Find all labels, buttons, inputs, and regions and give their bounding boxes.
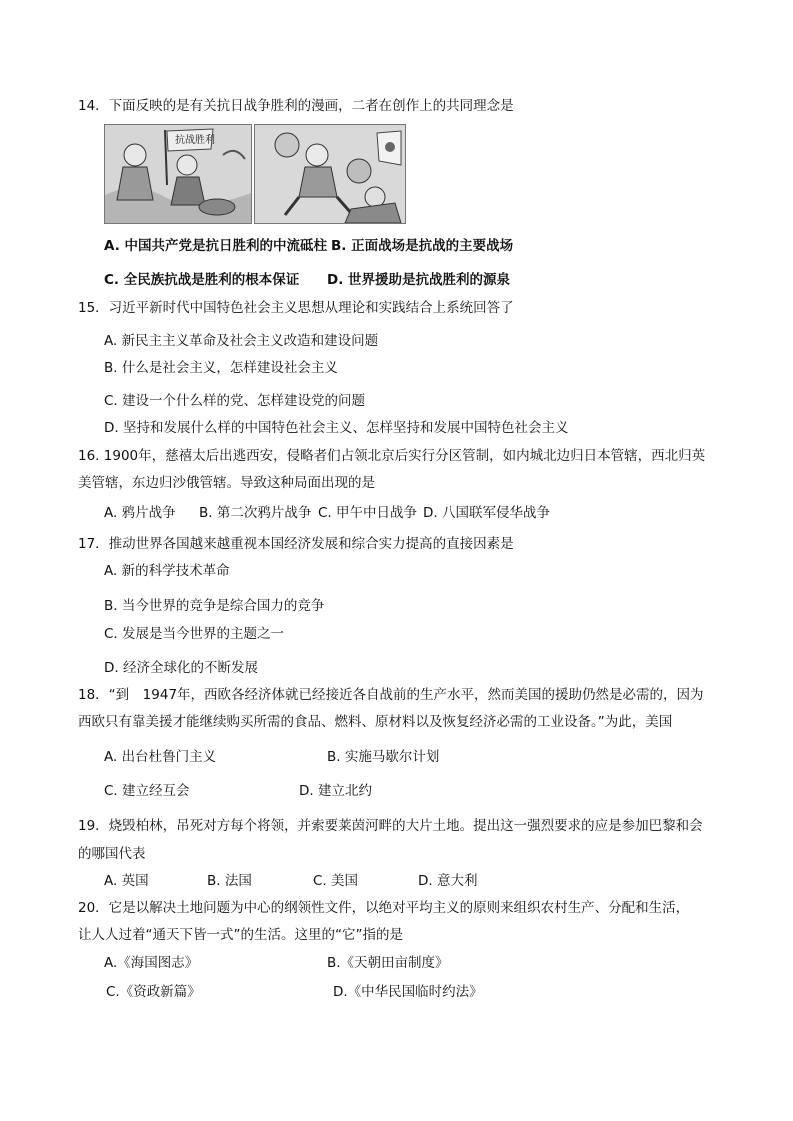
q19-option-c[interactable]: C. 美国 [313, 873, 359, 889]
q17-option-b[interactable]: B. 当今世界的竞争是综合国力的竞争 [104, 598, 325, 614]
q14-option-c[interactable]: C. 全民族抗战是胜利的根本保证 [104, 272, 300, 288]
q19-option-b[interactable]: B. 法国 [207, 873, 252, 889]
q20-option-c[interactable]: C.《资政新篇》 [106, 984, 201, 1000]
question-17-stem: 17．推动世界各国越来越重视本国经济发展和综合实力提高的直接因素是 [78, 536, 514, 552]
q15-option-a[interactable]: A. 新民主主义革命及社会主义改造和建设问题 [104, 333, 379, 349]
q14-option-d[interactable]: D. 世界援助是抗战胜利的源泉 [327, 272, 511, 288]
question-20-stem-line1: 20．它是以解决土地问题为中心的纲领性文件，以绝对平均主义的原则来组织农村生产、分配和生活， [78, 900, 690, 916]
q20-option-d[interactable]: D.《中华民国临时约法》 [333, 984, 483, 1000]
cartoon-banner-text: 抗战胜利 [175, 135, 215, 146]
q16-option-b[interactable]: B. 第二次鸦片战争 [199, 505, 312, 521]
q20-option-a[interactable]: A.《海国图志》 [104, 955, 199, 971]
cartoon-right-image [254, 124, 406, 224]
cartoon-right-drawing [255, 125, 405, 223]
q15-option-c[interactable]: C. 建设一个什么样的党、怎样建设党的问题 [104, 393, 366, 409]
question-20-stem-line2: 让人人过着“通天下皆一式”的生活。这里的“它”指的是 [78, 927, 403, 943]
q18-option-a[interactable]: A. 出台杜鲁门主义 [104, 749, 217, 765]
q17-option-d[interactable]: D. 经济全球化的不断发展 [104, 660, 258, 676]
q19-option-d[interactable]: D. 意大利 [418, 873, 478, 889]
question-15-stem: 15．习近平新时代中国特色社会主义思想从理论和实践结合上系统回答了 [78, 300, 514, 316]
q16-option-c[interactable]: C. 甲午中日战争 [318, 505, 418, 521]
q18-option-d[interactable]: D. 建立北约 [299, 783, 372, 799]
q14-option-b[interactable]: B. 正面战场是抗战的主要战场 [331, 238, 514, 254]
q16-option-a[interactable]: A. 鸦片战争 [104, 505, 176, 521]
q14-option-a[interactable]: A. 中国共产党是抗日胜利的中流砥柱 [104, 238, 328, 254]
q15-option-d[interactable]: D. 坚持和发展什么样的中国特色社会主义、怎样坚持和发展中国特色社会主义 [104, 420, 569, 436]
q15-option-b[interactable]: B. 什么是社会主义，怎样建设社会主义 [104, 360, 338, 376]
q19-option-a[interactable]: A. 英国 [104, 873, 149, 889]
q20-option-b[interactable]: B.《天朝田亩制度》 [327, 955, 449, 971]
question-18-stem-line2: 西欧只有靠美援才能继续购买所需的食品、燃料、原材料以及恢复经济必需的工业设备。”为此，美国 [78, 714, 673, 730]
q18-option-b[interactable]: B. 实施马歇尔计划 [327, 749, 440, 765]
question-14-stem: 14．下面反映的是有关抗日战争胜利的漫画，二者在创作上的共同理念是 [78, 98, 514, 114]
question-18-stem-line1: 18．“到 1947年，西欧各经济体就已经接近各自战前的生产水平，然而美国的援助仍然是必需的，因为 [78, 687, 704, 703]
q16-option-d[interactable]: D. 八国联军侵华战争 [423, 505, 550, 521]
question-19-stem-line1: 19．烧毁柏林，吊死对方每个将领，并索要莱茵河畔的大片土地。提出这一强烈要求的应是参加巴黎和会 [78, 818, 703, 834]
cartoon-left-image [104, 124, 252, 224]
q17-option-a[interactable]: A. 新的科学技术革命 [104, 563, 230, 579]
q17-option-c[interactable]: C. 发展是当今世界的主题之一 [104, 626, 285, 642]
question-16-stem-line2: 美管辖，东边归沙俄管辖。导致这种局面出现的是 [78, 475, 375, 491]
question-19-stem-line2: 的哪国代表 [78, 846, 146, 862]
q18-option-c[interactable]: C. 建立经互会 [104, 783, 190, 799]
question-16-stem-line1: 16. 1900年，慈禧太后出逃西安，侵略者们占领北京后实行分区管制，如内城北边归日本管辖，西北归英 [78, 448, 706, 464]
